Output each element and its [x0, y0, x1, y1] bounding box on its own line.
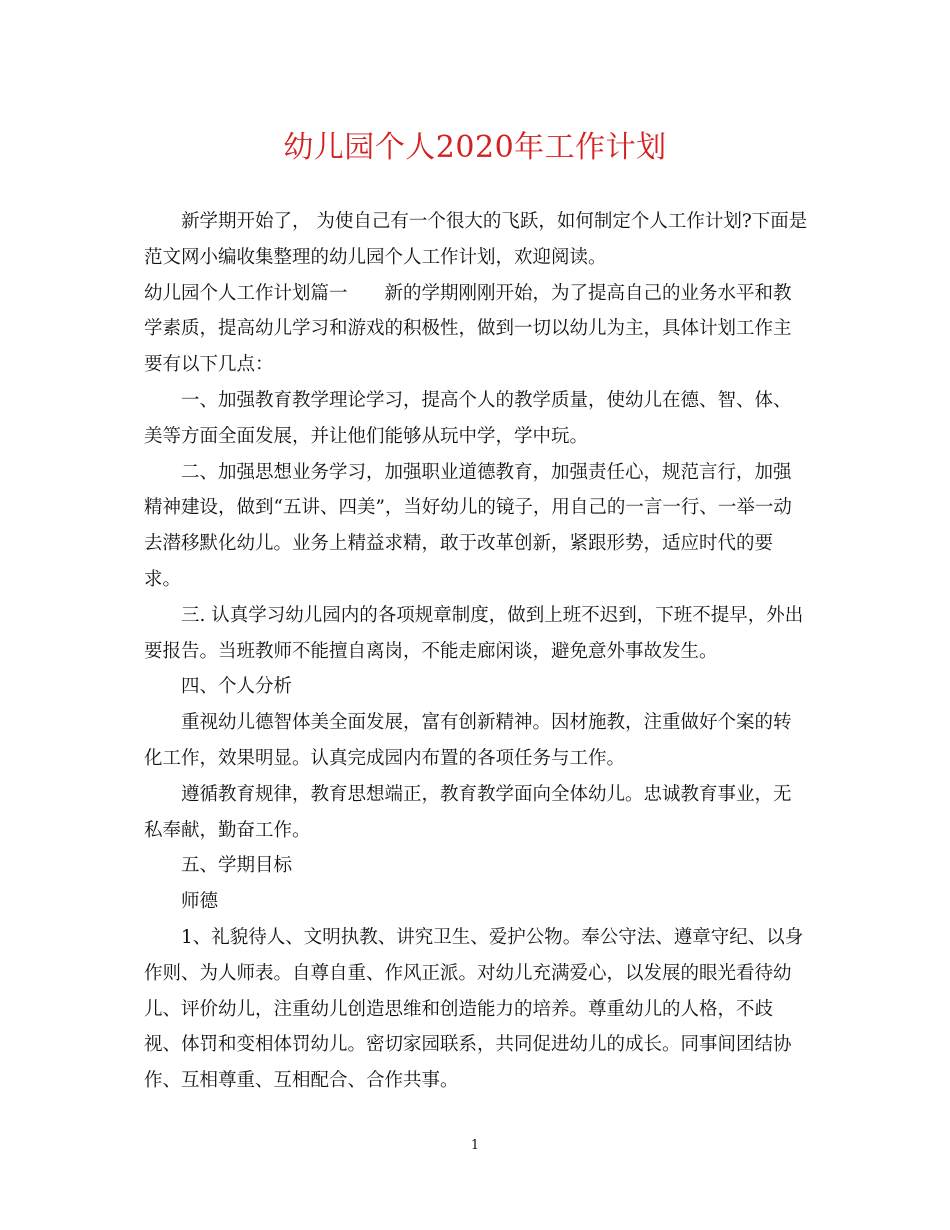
paragraph-ethics-1: 1、礼貌待人、文明执教、讲究卫生、爱护公物。奉公守法、遵章守纪、以身作则、为人师表。自尊自重、作风正派。对幼儿充满爱心，以发展的眼光看待幼儿、评价幼儿，注重幼儿创造思维和创造能力的培养。尊重幼儿的人格，不歧视、体罚和变相体罚幼儿。密切家园联系，共同促进幼儿的成长。同事间团结协作、互相尊重、互相配合、合作共事。: [144, 926, 804, 1092]
paragraph-item-2: 二、加强思想业务学习，加强职业道德教育，加强责任心，规范言行，加强精神建设，做到“五讲、四美”，当好幼儿的镜子，用自己的一言一行、一举一动去潜移默化幼儿。业务上精益求精，敢于改革创新，紧跟形势，适应时代的要求。: [144, 461, 792, 590]
paragraph-analysis-2: 遵循教育规律，教育思想端正，教育教学面向全体幼儿。忠诚教育事业，无私奉献，勤奋工作。: [144, 783, 792, 841]
section-heading-analysis: 四、个人分析: [181, 676, 293, 698]
paragraph-plan-heading: 幼儿园个人工作计划篇一 新的学期刚刚开始，为了提高自己的业务水平和教学素质，提高幼儿学习和游戏的积极性，做到一切以幼儿为主，具体计划工作主要有以下几点：: [144, 282, 792, 376]
paragraph-analysis-1: 重视幼儿德智体美全面发展，富有创新精神。因材施教，注重做好个案的转化工作，效果明显。认真完成园内布置的各项任务与工作。: [144, 712, 792, 769]
paragraph-intro: 新学期开始了， 为使自己有一个很大的飞跃，如何制定个人工作计划?下面是范文网小编收集整理的幼儿园个人工作计划，欢迎阅读。: [144, 211, 808, 268]
subheading-ethics: 师德: [181, 891, 219, 913]
document-body: [144, 204, 808, 1099]
section-heading-goals: 五、学期目标: [181, 855, 293, 877]
page-number: 1: [470, 1138, 480, 1153]
document-title: 幼儿园个人2020年工作计划: [283, 130, 667, 165]
paragraph-item-3: 三. 认真学习幼儿园内的各项规章制度，做到上班不迟到，下班不提早，外出要报告。当班教师不能擅自离岗，不能走廊闲谈，避免意外事故发生。: [144, 604, 804, 662]
paragraph-item-1: 一、加强教育教学理论学习，提高个人的教学质量，使幼儿在德、智、体、美等方面全面发展，并让他们能够从玩中学，学中玩。: [144, 389, 792, 447]
